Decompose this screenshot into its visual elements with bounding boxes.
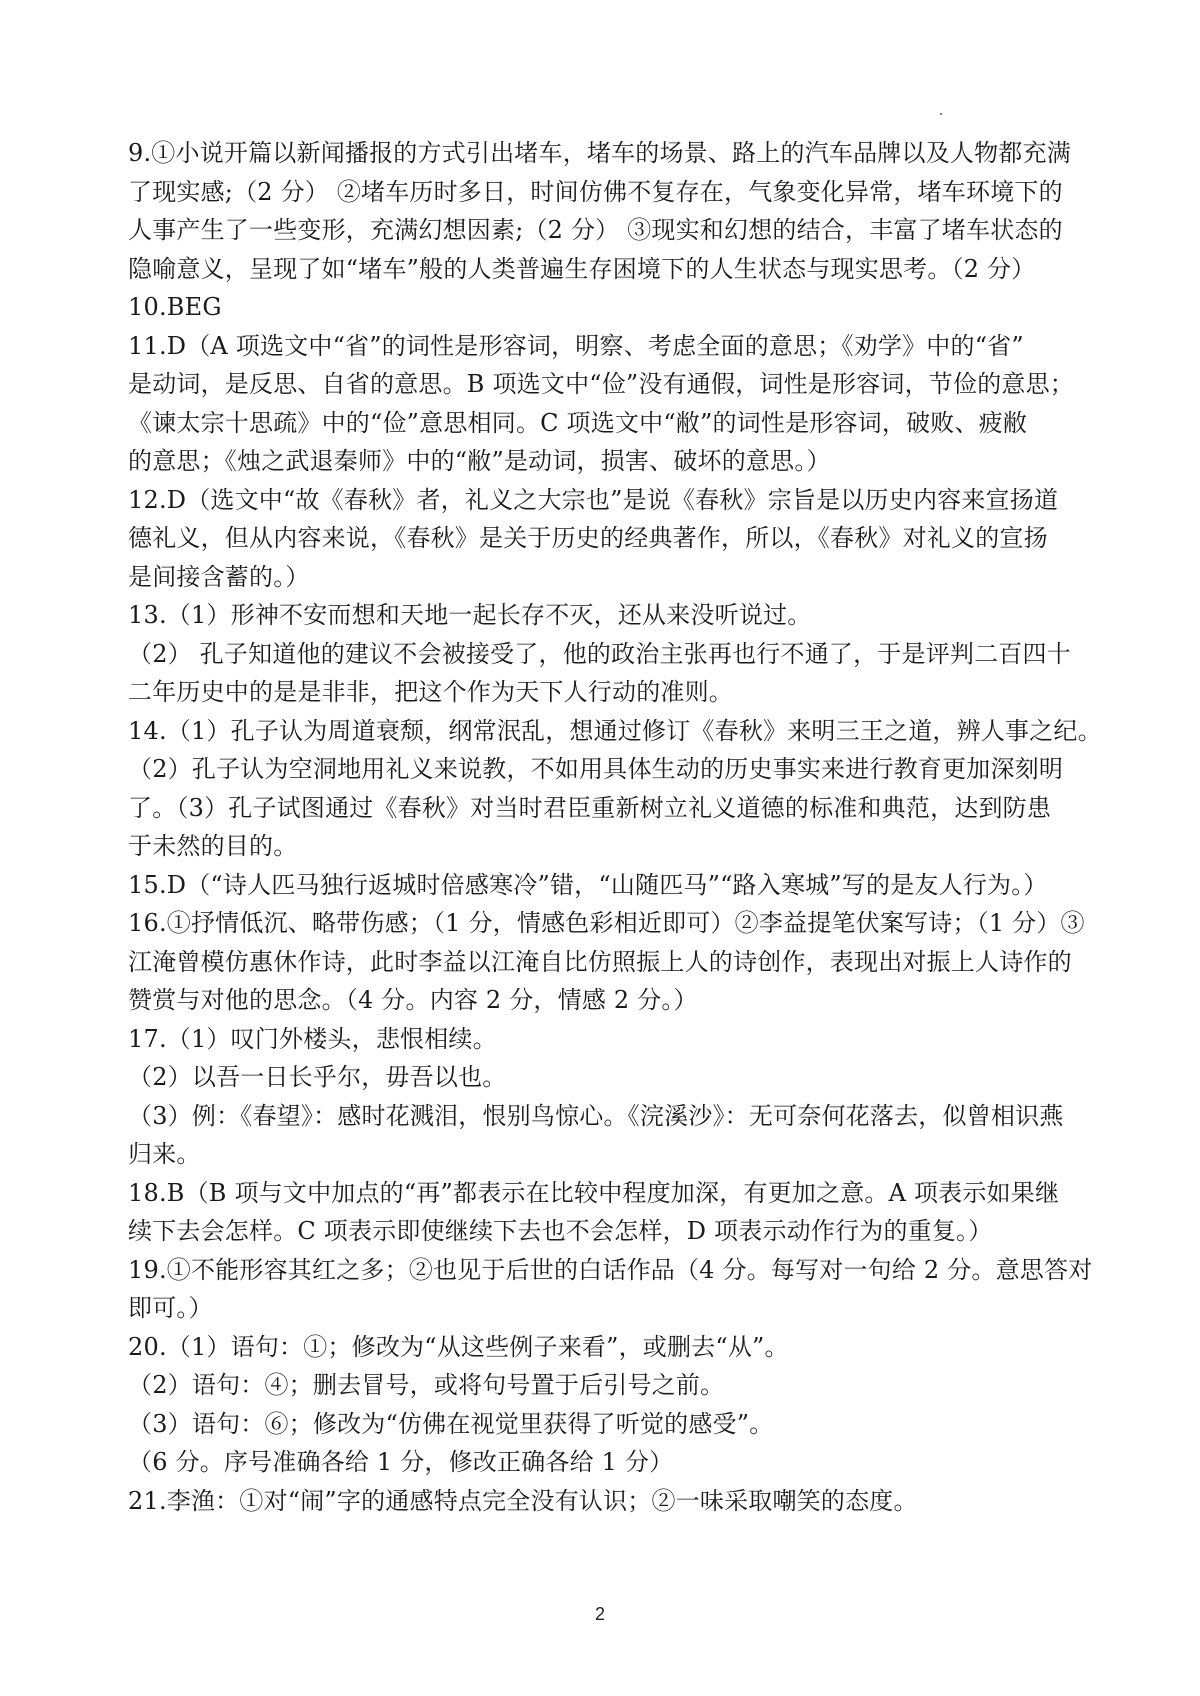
text-line: （6 分。序号准确各给 1 分，修改正确各给 1 分） (128, 1448, 674, 1476)
scan-speck (940, 113, 942, 115)
text-line: （3）语句：⑥；修改为“仿佛在视觉里获得了听觉的感受”。 (128, 1409, 774, 1438)
text-line: 是间接含蓄的。） (128, 562, 310, 591)
text-line: 人事产生了一些变形，充满幻想因素;（2 分） ③现实和幻想的结合，丰富了堵车状态的 (128, 216, 1063, 244)
text-line: 即可。） (128, 1294, 213, 1322)
page-number: 2 (594, 1604, 605, 1624)
text-line: 的意思；《烛之武退秦师》中的“敝”是动词，损害、破坏的意思。） (128, 447, 831, 475)
text-line: 21.李渔：①对“闹”字的通感特点完全没有认识；②一味采取嘲笑的态度。 (128, 1486, 918, 1515)
text-line: 于未然的目的。 (128, 832, 298, 860)
text-line: 赞赏与对他的思念。（4 分。内容 2 分，情感 2 分。） (128, 986, 698, 1014)
text-line: 13.（1）形神不安而想和天地一起长存不灭，还从来没听说过。 (128, 601, 812, 629)
text-line: 10.BEG (128, 293, 222, 321)
text-line: 14.（1）孔子认为周道衰颓，纲常泯乱，想通过修订《春秋》来明三王之道，辨人事之纪。 (128, 716, 1102, 745)
text-line: 17.（1）叹门外楼头，悲恨相续。 (128, 1024, 497, 1053)
text-line: 江淹曾模仿惠休作诗，此时李益以江淹自比仿照振上人的诗创作，表现出对振上人诗作的 (128, 947, 1072, 976)
answer-key-body (128, 134, 1102, 1520)
text-line: 归来。 (128, 1140, 201, 1168)
text-line: 9.①小说开篇以新闻播报的方式引出堵车，堵车的场景、路上的汽车品牌以及人物都充满 (128, 139, 1071, 167)
text-line: 是动词，是反思、自省的意思。B 项选文中“俭”没有通假，词性是形容词，节俭的意思； (128, 370, 1075, 398)
text-line: 18.B（B 项与文中加点的“再”都表示在比较中程度加深，有更加之意。A 项表示如果继 (128, 1178, 1060, 1207)
text-line: 15.D（“诗人匹马独行返城时倍感寒冷”错，“山随匹马”“路入寒城”写的是友人行为。） (128, 870, 1048, 899)
text-line: 二年历史中的是是非非，把这个作为天下人行动的准则。 (128, 678, 733, 706)
text-line: （2）以吾一日长乎尔，毋吾以也。 (128, 1063, 507, 1091)
text-line: 续下去会怎样。C 项表示即使继续下去也不会怎样，D 项表示动作行为的重复。） (128, 1217, 993, 1245)
text-line: 12.D（选文中“故《春秋》者，礼义之大宗也”是说《春秋》宗旨是以历史内容来宣扬道 (128, 485, 1059, 514)
text-line: 16.①抒情低沉、略带伤感；（1 分，情感色彩相近即可）②李益提笔伏案写诗；（1 分）③ (128, 909, 1085, 937)
text-line: 了现实感;（2 分） ②堵车历时多日，时间仿佛不复存在，气象变化异常，堵车环境下的 (128, 177, 1063, 206)
text-line: 德礼义，但从内容来说，《春秋》是关于历史的经典著作，所以，《春秋》对礼义的宣扬 (128, 524, 1048, 552)
text-line: 20.（1）语句：①；修改为“从这些例子来看”，或删去“从”。 (128, 1332, 789, 1361)
text-line: 《谏太宗十思疏》中的“俭”意思相同。C 项选文中“敝”的词性是形容词，破败、疲敝 (128, 408, 1028, 437)
text-line: （2）孔子认为空洞地用礼义来说教，不如用具体生动的历史事实来进行教育更加深刻明 (128, 755, 1064, 783)
text-line: 隐喻意义，呈现了如“堵车”般的人类普遍生存困境下的人生状态与现实思考。（2 分） (128, 254, 1036, 283)
text-line: （2） 孔子知道他的建议不会被接受了，他的政治主张再也行不通了，于是评判二百四十 (128, 639, 1071, 668)
text-line: 19.①不能形容其红之多；②也见于后世的白话作品（4 分。每写对一句给 2 分。意思答对 (128, 1255, 1093, 1284)
text-line: （2）语句：④；删去冒号，或将句号置于后引号之前。 (128, 1371, 725, 1399)
text-line: 了。（3）孔子试图通过《春秋》对当时君臣重新树立礼义道德的标准和典范，达到防患 (128, 793, 1052, 822)
text-line: （3）例：《春望》：感时花溅泪，恨别鸟惊心。《浣溪沙》：无可奈何花落去，似曾相识燕 (128, 1101, 1064, 1130)
text-line: 11.D（A 项选文中“省”的词性是形容词，明察、考虑全面的意思；《劝学》中的“省” (128, 331, 1024, 360)
